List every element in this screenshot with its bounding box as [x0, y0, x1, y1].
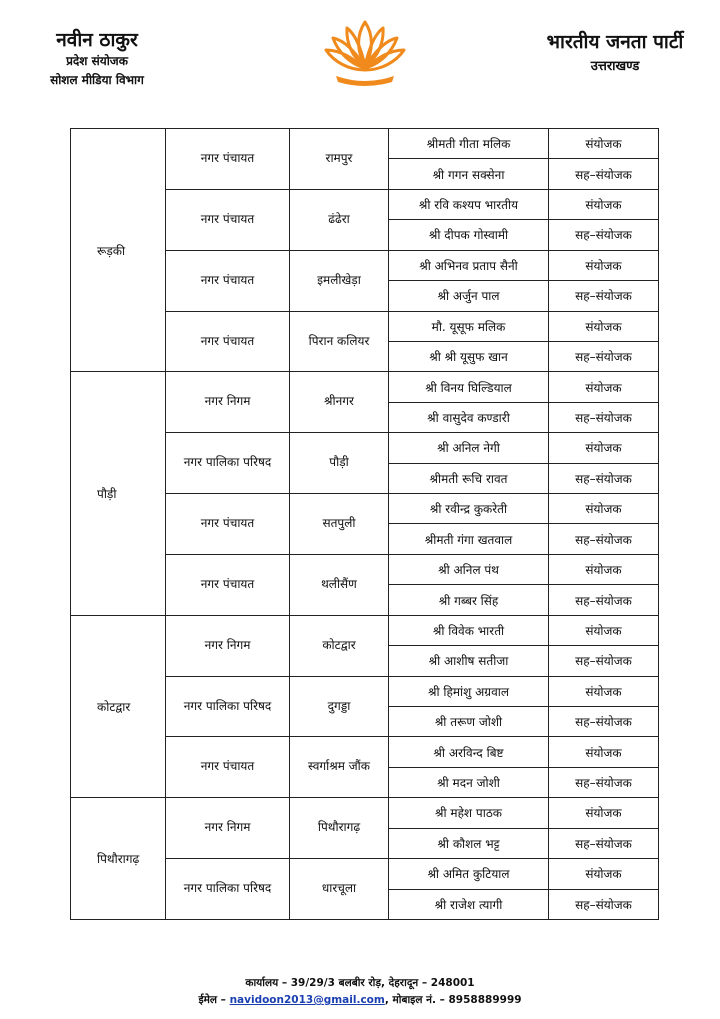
member-role-cell: सह–संयोजक [549, 402, 659, 432]
place-cell: पिरान कलियर [290, 311, 389, 372]
member-role-cell: सह–संयोजक [549, 524, 659, 554]
office-address: कार्यालय – 39/29/3 बलबीर रोड़, देहरादून – 248001 [245, 977, 475, 989]
member-role-cell: सह–संयोजक [549, 220, 659, 250]
member-name-cell: श्री रवीन्द्र कुकरेती [389, 494, 549, 524]
district-cell: पिथौरागढ़ [71, 798, 166, 920]
member-name-cell: श्री राजेश त्यागी [389, 889, 549, 919]
member-role-cell: संयोजक [549, 737, 659, 767]
member-name-cell: श्री तरूण जोशी [389, 707, 549, 737]
place-cell: धारचूला [290, 859, 389, 920]
body-type-cell: नगर निगम [166, 372, 290, 433]
place-cell: सतपुली [290, 494, 389, 555]
body-type-cell: नगर पंचायत [166, 554, 290, 615]
body-type-cell: नगर पंचायत [166, 311, 290, 372]
member-name-cell: श्री मदन जोशी [389, 767, 549, 797]
member-role-cell: संयोजक [549, 615, 659, 645]
contact-line [0, 992, 720, 1009]
member-role-cell: सह–संयोजक [549, 463, 659, 493]
body-type-cell: नगर पंचायत [166, 189, 290, 250]
place-cell: इमलीखेड़ा [290, 250, 389, 311]
table-row [71, 615, 659, 645]
member-name-cell: श्री गगन सक्सेना [389, 159, 549, 189]
place-cell: पिथौरागढ़ [290, 798, 389, 859]
body-type-cell: नगर पंचायत [166, 250, 290, 311]
member-name-cell: श्री रवि कश्यप भारतीय [389, 189, 549, 219]
member-name-cell: श्री अर्जुन पाल [389, 281, 549, 311]
member-name-cell: श्री गब्बर सिंह [389, 585, 549, 615]
mobile-number: , मोबाइल नं. – 8958889999 [384, 994, 522, 1006]
header-left [22, 28, 172, 90]
member-name-cell: श्री हिमांशु अग्रवाल [389, 676, 549, 706]
body-type-cell: नगर पंचायत [166, 494, 290, 555]
place-cell: स्वर्गाश्रम जौंक [290, 737, 389, 798]
member-role-cell: संयोजक [549, 859, 659, 889]
member-name-cell: श्रीमती रूचि रावत [389, 463, 549, 493]
place-cell: दुगड्डा [290, 676, 389, 737]
member-name-cell: श्री महेश पाठक [389, 798, 549, 828]
member-name-cell: श्री अनिल नेगी [389, 433, 549, 463]
member-role-cell: सह–संयोजक [549, 767, 659, 797]
body-type-cell: नगर निगम [166, 615, 290, 676]
member-role-cell: संयोजक [549, 189, 659, 219]
table-row [71, 129, 659, 159]
member-name-cell: श्री अभिनव प्रताप सैनी [389, 250, 549, 280]
person-designation: प्रदेश संयोजक [66, 54, 128, 68]
email-link[interactable]: navidoon2013@gmail.com [229, 994, 385, 1006]
member-name-cell: श्री आशीष सतीजा [389, 646, 549, 676]
table-row [71, 798, 659, 828]
member-name-cell: श्री विवेक भारती [389, 615, 549, 645]
place-cell: कोटद्वार [290, 615, 389, 676]
member-role-cell: सह–संयोजक [549, 281, 659, 311]
email-label: ईमेल – [198, 994, 230, 1006]
state-name: उत्तराखण्ड [590, 59, 640, 74]
place-cell: पौड़ी [290, 433, 389, 494]
member-name-cell: श्री विनय घिल्डियाल [389, 372, 549, 402]
footer [0, 975, 720, 1009]
person-department: सोशल मीडिया विभाग [50, 73, 144, 87]
member-name-cell: श्री अमित कुटियाल [389, 859, 549, 889]
party-name: भारतीय जनता पार्टी [546, 31, 684, 53]
header-right [522, 30, 708, 80]
body-type-cell: नगर पालिका परिषद [166, 676, 290, 737]
body-type-cell: नगर पंचायत [166, 737, 290, 798]
place-cell: रामपुर [290, 129, 389, 190]
member-name-cell: श्री अनिल पंथ [389, 554, 549, 584]
member-name-cell: श्री श्री यूसुफ खान [389, 341, 549, 371]
member-name-cell: श्री वासुदेव कण्डारी [389, 402, 549, 432]
member-role-cell: सह–संयोजक [549, 828, 659, 858]
member-name-cell: श्री अरविन्द बिष्ट [389, 737, 549, 767]
member-role-cell: संयोजक [549, 372, 659, 402]
place-cell: ढंढेरा [290, 189, 389, 250]
member-role-cell: सह–संयोजक [549, 646, 659, 676]
member-name-cell: मौ. यूसूफ मलिक [389, 311, 549, 341]
member-role-cell: संयोजक [549, 798, 659, 828]
lotus-icon [322, 16, 408, 92]
district-cell: रूड़की [71, 129, 166, 372]
body-type-cell: नगर पालिका परिषद [166, 859, 290, 920]
member-role-cell: संयोजक [549, 311, 659, 341]
member-role-cell: सह–संयोजक [549, 341, 659, 371]
member-role-cell: संयोजक [549, 676, 659, 706]
member-role-cell: सह–संयोजक [549, 707, 659, 737]
member-role-cell: सह–संयोजक [549, 889, 659, 919]
member-name-cell: श्री दीपक गोस्वामी [389, 220, 549, 250]
member-role-cell: सह–संयोजक [549, 159, 659, 189]
district-cell: कोटद्वार [71, 615, 166, 798]
person-name: नवीन ठाकुर [56, 29, 138, 51]
table-row [71, 372, 659, 402]
district-cell: पौड़ी [71, 372, 166, 615]
body-type-cell: नगर पंचायत [166, 129, 290, 190]
member-role-cell: संयोजक [549, 250, 659, 280]
member-role-cell: संयोजक [549, 554, 659, 584]
member-role-cell: सह–संयोजक [549, 585, 659, 615]
member-name-cell: श्री कौशल भट्ट [389, 828, 549, 858]
body-type-cell: नगर निगम [166, 798, 290, 859]
committee-table [70, 128, 659, 920]
member-role-cell: संयोजक [549, 494, 659, 524]
body-type-cell: नगर पालिका परिषद [166, 433, 290, 494]
member-role-cell: संयोजक [549, 433, 659, 463]
member-role-cell: संयोजक [549, 129, 659, 159]
member-name-cell: श्रीमती गीता मलिक [389, 129, 549, 159]
place-cell: श्रीनगर [290, 372, 389, 433]
member-name-cell: श्रीमती गंगा खतवाल [389, 524, 549, 554]
place-cell: थलीसैंण [290, 554, 389, 615]
